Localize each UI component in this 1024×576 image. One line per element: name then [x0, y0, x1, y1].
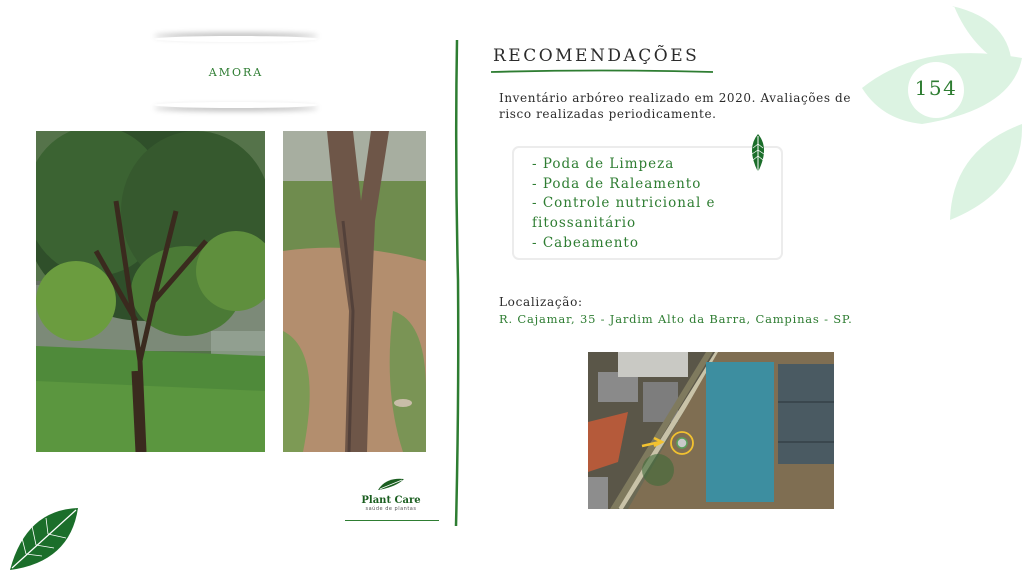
tree-name: AMORA [208, 65, 264, 79]
logo-name: Plant Care [361, 495, 421, 506]
satellite-map [588, 352, 834, 509]
list-item: - Poda de Raleamento [532, 175, 702, 192]
plant-care-logo [356, 476, 426, 512]
trunk-photo [283, 131, 426, 452]
tree-photo [36, 131, 265, 452]
tree-name-card [150, 36, 322, 108]
list-item: - Cabeamento [532, 234, 639, 251]
vertical-divider [452, 40, 462, 526]
logo-leaf-icon [376, 477, 406, 491]
logo-tagline: saúde de plantas [365, 506, 417, 512]
recommendations-box [512, 146, 783, 260]
location-address: R. Cajamar, 35 - Jardim Alto da Barra, Campinas - SP. [499, 312, 853, 326]
location-label: Localização: [499, 295, 583, 309]
recommendations-list [532, 155, 763, 254]
heading-underline [491, 68, 713, 76]
small-leaf-icon [746, 132, 770, 174]
page-number: 154 [914, 76, 958, 100]
leaf-decoration-icon [6, 504, 82, 572]
section-heading: RECOMENDAÇÕES [493, 46, 700, 66]
list-item: - Poda de Limpeza [532, 156, 675, 172]
list-item: - Controle nutricional e fitossanitário [532, 195, 716, 232]
leaf-cluster-decoration-icon [862, 0, 1024, 230]
logo-underline [345, 520, 439, 521]
inventory-note: Inventário arbóreo realizado em 2020. Avaliações de risco realizadas periodicamente. [499, 91, 852, 121]
